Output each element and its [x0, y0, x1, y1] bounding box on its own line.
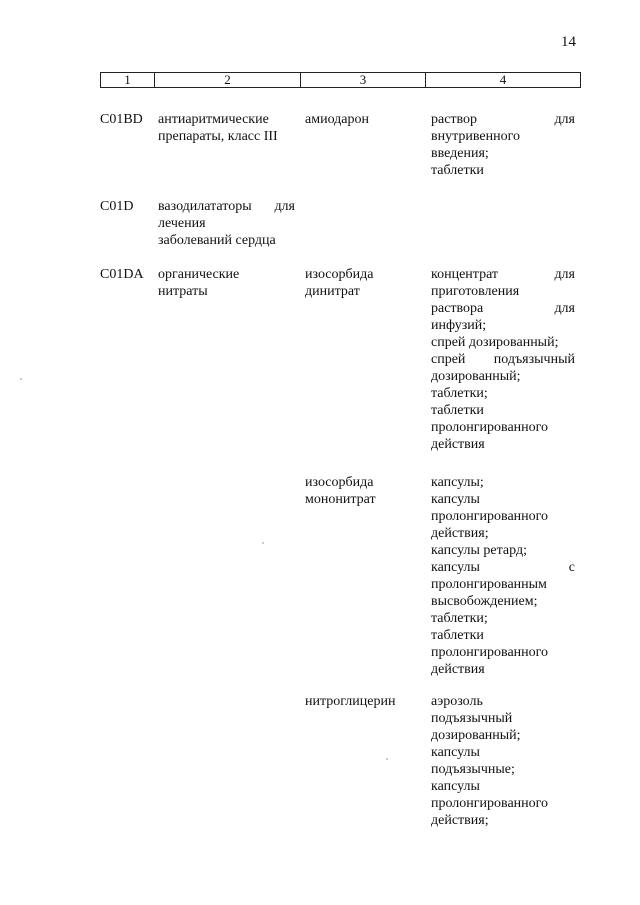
atc-code-text: C01BD: [100, 112, 143, 127]
column-header-4: 4: [426, 73, 581, 88]
dosage-form-line: дозированный;: [431, 728, 521, 743]
word: капсулы: [431, 560, 480, 575]
atc-code-text: C01DA: [100, 267, 144, 282]
group-line: препараты, класс III: [158, 129, 278, 144]
word: с: [568, 560, 575, 575]
dosage-form-line: действия: [431, 437, 485, 452]
group-line: антиаритмические: [158, 112, 269, 127]
dosage-form-line: капсулы;: [431, 475, 484, 490]
group-line: заболеваний сердца: [158, 233, 276, 248]
dosage-form-line: пролонгированным: [431, 577, 547, 592]
column-header-row: [101, 73, 581, 88]
drug-name: [305, 266, 420, 300]
dosage-form-line: таблетки: [431, 628, 484, 643]
group-line: нитраты: [158, 284, 208, 299]
dosage-form-line: действия: [431, 662, 485, 677]
column-header-1: 1: [101, 73, 155, 88]
word: спрей: [431, 352, 466, 367]
dosage-form-line: [431, 266, 575, 283]
dosage-form-line: капсулы ретард;: [431, 543, 527, 558]
dosage-form-line: подъязычный: [431, 711, 513, 726]
dosage-form-line: таблетки;: [431, 611, 488, 626]
word: для: [554, 112, 575, 127]
word: для: [554, 301, 575, 316]
scan-speck: [386, 758, 388, 760]
scan-speck: [20, 378, 22, 380]
drug-name-line: нитроглицерин: [305, 694, 396, 709]
dosage-form-line: капсулы: [431, 492, 480, 507]
group-line: [158, 198, 295, 215]
page-number: 14: [561, 34, 576, 50]
atc-code: [100, 111, 154, 128]
drug-name-line: мононитрат: [305, 492, 376, 507]
drug-name-line: амиодарон: [305, 112, 369, 127]
anatomical-therapeutic-group: [158, 198, 295, 249]
dosage-form-line: таблетки: [431, 403, 484, 418]
drug-name: [305, 474, 420, 508]
word: раствора: [431, 301, 484, 316]
dosage-form-line: подъязычные;: [431, 762, 515, 777]
scan-speck: [262, 542, 264, 544]
column-header-2: 2: [155, 73, 301, 88]
column-header-3: 3: [301, 73, 426, 88]
group-line: органические: [158, 267, 240, 282]
dosage-forms: [431, 111, 575, 179]
drug-name-line: изосорбида: [305, 475, 374, 490]
column-header-table: [100, 72, 581, 88]
atc-code: [100, 266, 154, 283]
dosage-forms: [431, 266, 575, 453]
word: подъязычный: [493, 352, 575, 367]
dosage-form-line: приготовления: [431, 284, 520, 299]
drug-name: [305, 111, 420, 128]
word: раствор: [431, 112, 478, 127]
anatomical-therapeutic-group: [158, 111, 295, 145]
group-line: лечения: [158, 216, 206, 231]
dosage-form-line: таблетки: [431, 163, 484, 178]
dosage-form-line: высвобождением;: [431, 594, 538, 609]
dosage-form-line: таблетки;: [431, 386, 488, 401]
dosage-form-line: [431, 111, 575, 128]
dosage-form-line: капсулы: [431, 745, 480, 760]
dosage-form-line: пролонгированного: [431, 509, 549, 524]
drug-name-line: изосорбида: [305, 267, 374, 282]
dosage-form-line: [431, 300, 575, 317]
dosage-form-line: действия;: [431, 813, 489, 828]
dosage-form-line: внутривенного: [431, 129, 521, 144]
dosage-form-line: спрей дозированный;: [431, 335, 559, 350]
dosage-forms: [431, 693, 575, 829]
word: для: [554, 267, 575, 282]
dosage-form-line: действия;: [431, 526, 489, 541]
atc-code: [100, 198, 154, 215]
word: вазодилататоры: [158, 199, 252, 214]
drug-name: [305, 693, 420, 710]
dosage-forms: [431, 474, 575, 678]
dosage-form-line: дозированный;: [431, 369, 521, 384]
anatomical-therapeutic-group: [158, 266, 295, 300]
atc-code-text: C01D: [100, 199, 134, 214]
dosage-form-line: введения;: [431, 146, 489, 161]
dosage-form-line: пролонгированного: [431, 796, 549, 811]
dosage-form-line: пролонгированного: [431, 645, 549, 660]
dosage-form-line: аэрозоль: [431, 694, 483, 709]
word: концентрат: [431, 267, 499, 282]
dosage-form-line: пролонгированного: [431, 420, 549, 435]
drug-name-line: динитрат: [305, 284, 360, 299]
dosage-form-line: [431, 559, 575, 576]
dosage-form-line: капсулы: [431, 779, 480, 794]
dosage-form-line: инфузий;: [431, 318, 487, 333]
dosage-form-line: [431, 351, 575, 368]
word: для: [274, 199, 295, 214]
